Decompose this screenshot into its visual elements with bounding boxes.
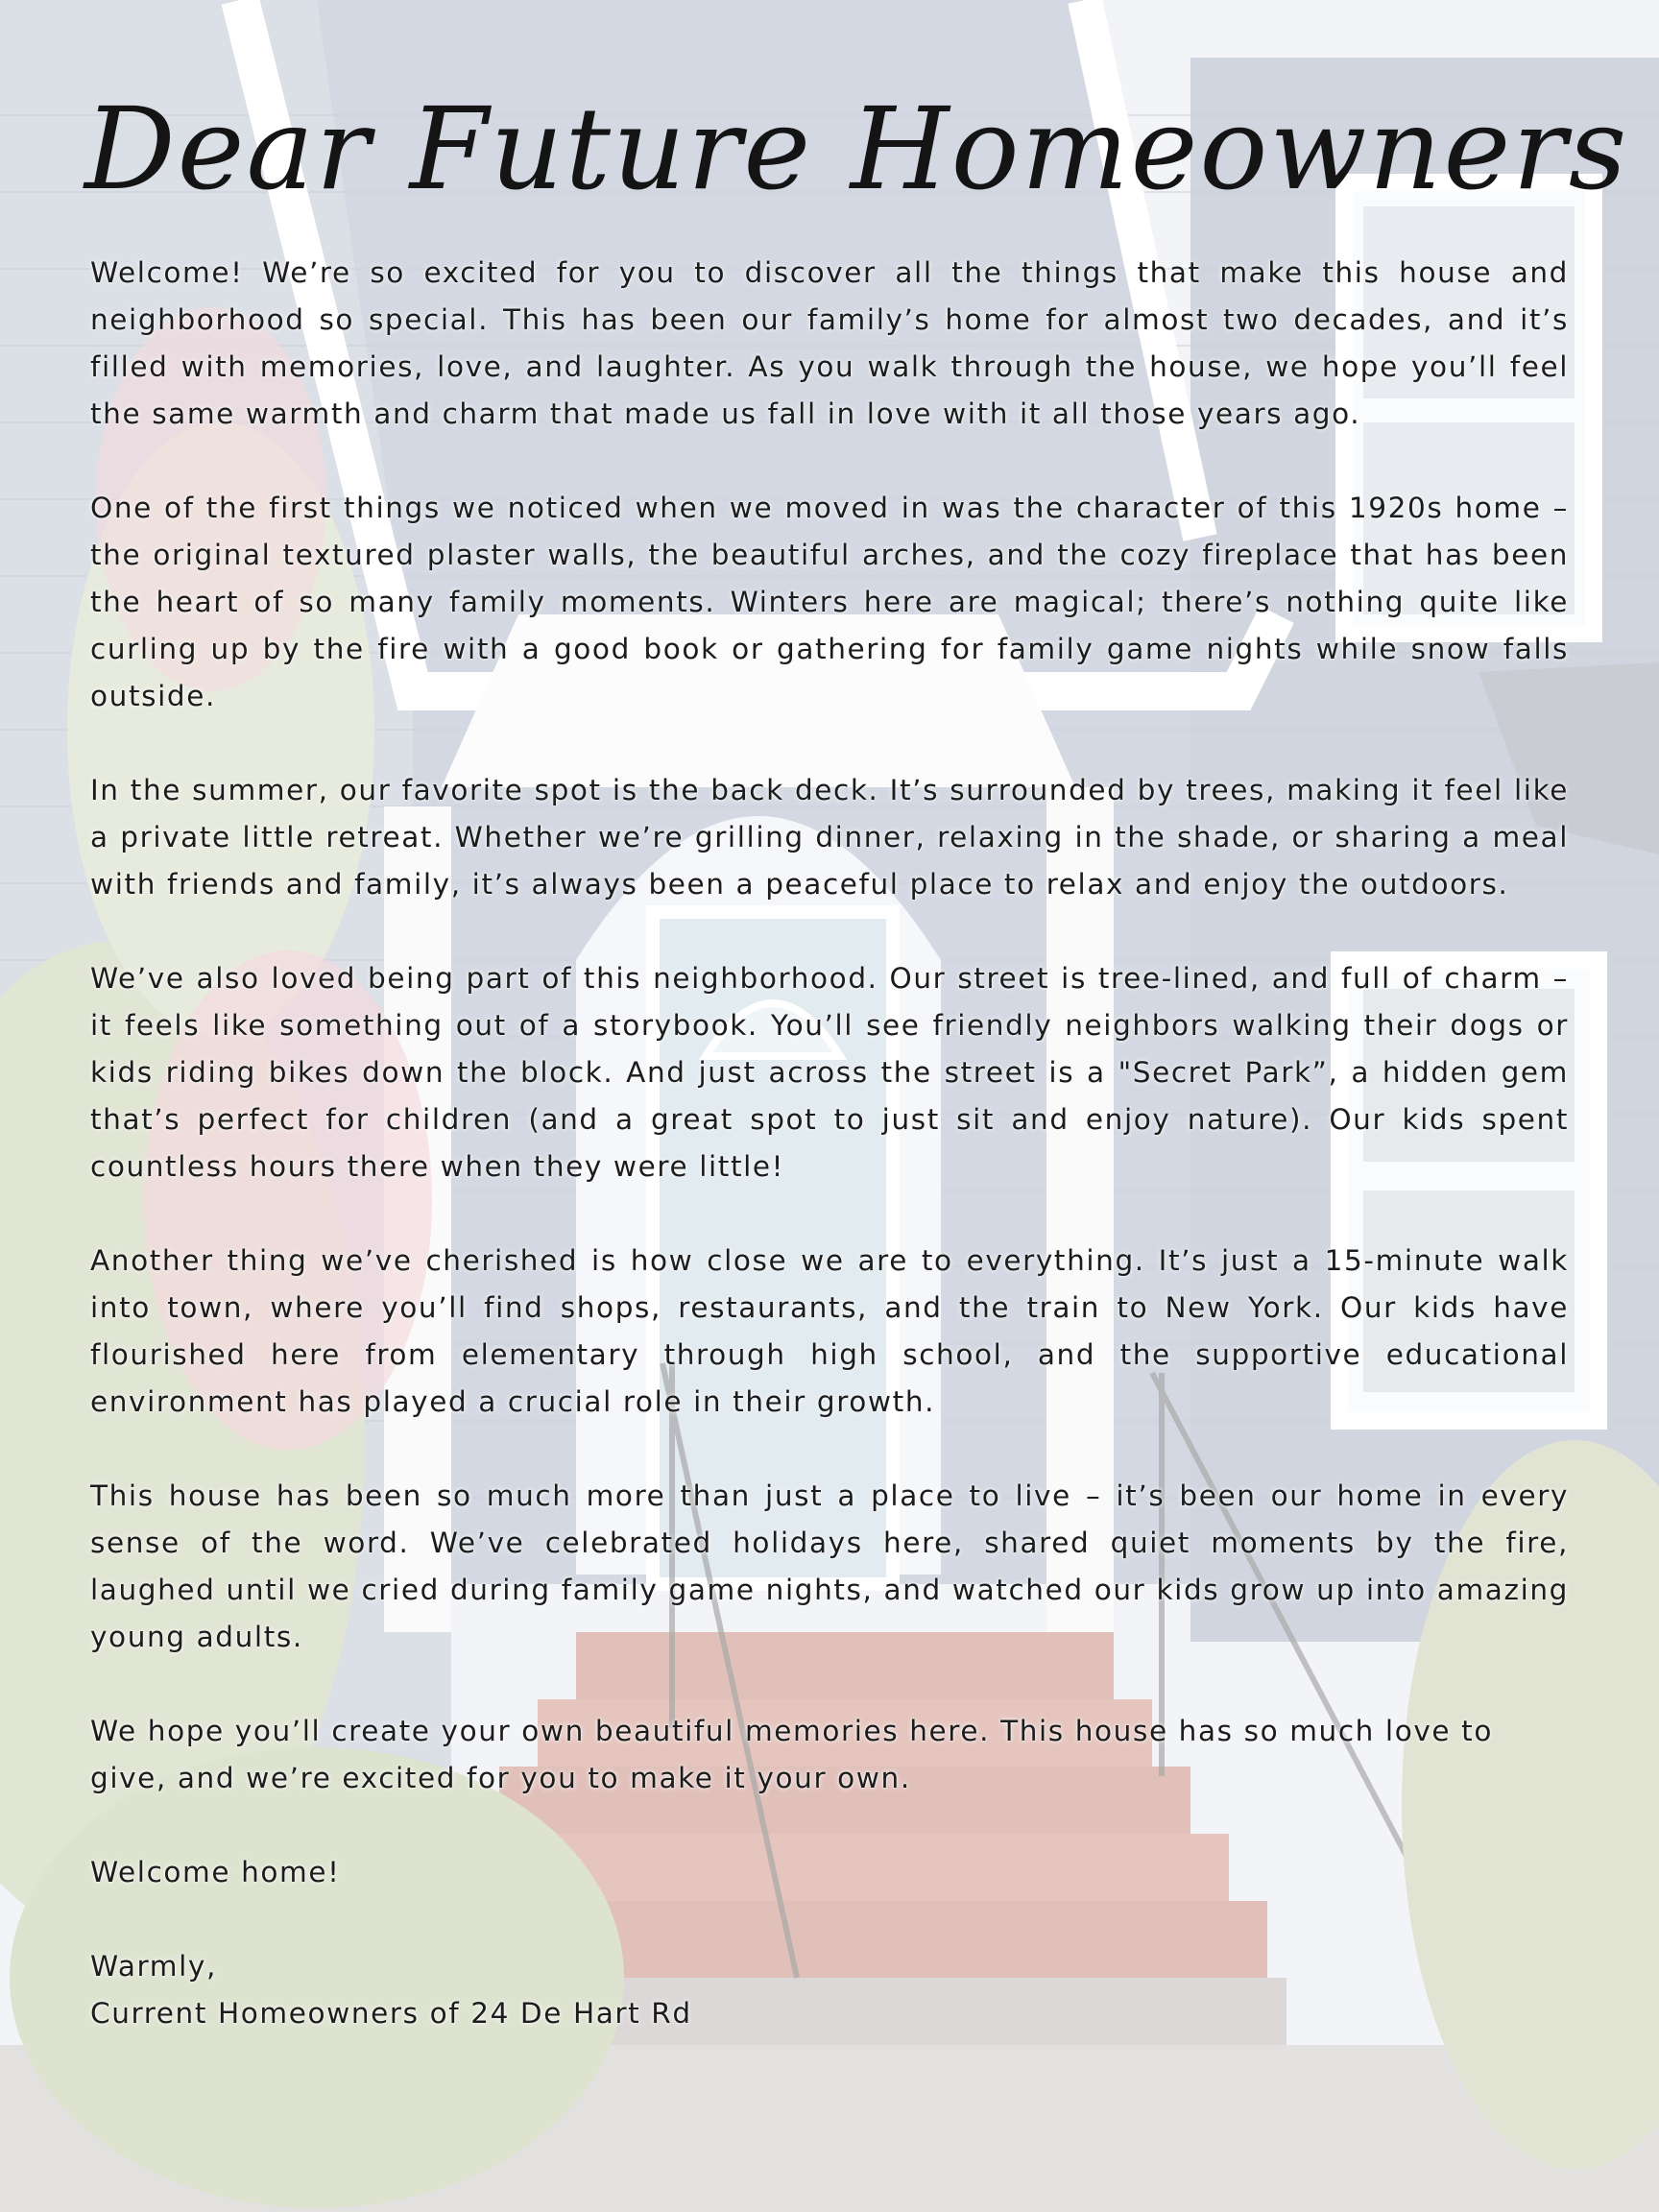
letter [84, 58, 1629, 2037]
welcome-line: Welcome home! [90, 1856, 341, 1888]
paragraph-summer: In the summer, our favorite spot is the back deck. It’s surrounded by trees, making it feel like a private little retreat. Whether we’re grilling dinner, relaxing in the shade, or sharing a meal with friends and family, it’s always been a peaceful place to relax and enjoy the outdoors. [90, 774, 1569, 901]
paragraph-character: One of the first things we noticed when we moved in was the character of this 1920s home – the original textured plaster walls, the beautiful arches, and the cozy fireplace that has been the heart of so many family moments. Winters here are magical; there’s nothing quite like curling up by the fire with a good book or gathering for family game nights while snow falls outside. [90, 492, 1569, 712]
letter-title: Dear Future Homeowners [84, 83, 1629, 215]
paragraph-memories: We hope you’ll create your own beautiful memories here. This house has so much love to give, and we’re excited for you to make it your own. [90, 1715, 1493, 1794]
signoff: Warmly, [90, 1950, 217, 1983]
paragraph-welcome: Welcome! We’re so excited for you to discover all the things that make this house and neighborhood so special. This has been our family’s home for almost two decades, and it’s filled with memories, love, and laughter. As you walk through the house, we hope you’ll feel the same warmth and charm that made us fall in love with it all those years ago. [90, 256, 1569, 430]
paragraph-home: This house has been so much more than just a place to live – it’s been our home in every sense of the word. We’ve celebrated holidays here, shared quiet moments by the fire, laughed until we cried during family game nights, and watched our kids grow up into amazing young adults. [90, 1479, 1569, 1653]
letter-body [90, 250, 1569, 2037]
paragraph-neighborhood: We’ve also loved being part of this neighborhood. Our street is tree-lined, and full of charm – it feels like something out of a storybook. You’ll see friendly neighbors walking their dogs or kids riding bikes down the block. And just across the street is a "Secret Park”, a hidden gem that’s perfect for children (and a great spot to just sit and enjoy nature). Our kids spent countless hours there when they were little! [90, 962, 1569, 1183]
signature: Current Homeowners of 24 De Hart Rd [90, 1997, 692, 2030]
paragraph-location: Another thing we’ve cherished is how close we are to everything. It’s just a 15-minute walk into town, where you’ll find shops, restaurants, and the train to New York. Our kids have flourished here from elementary through high school, and the supportive educational environment has played a crucial role in their growth. [90, 1244, 1569, 1418]
